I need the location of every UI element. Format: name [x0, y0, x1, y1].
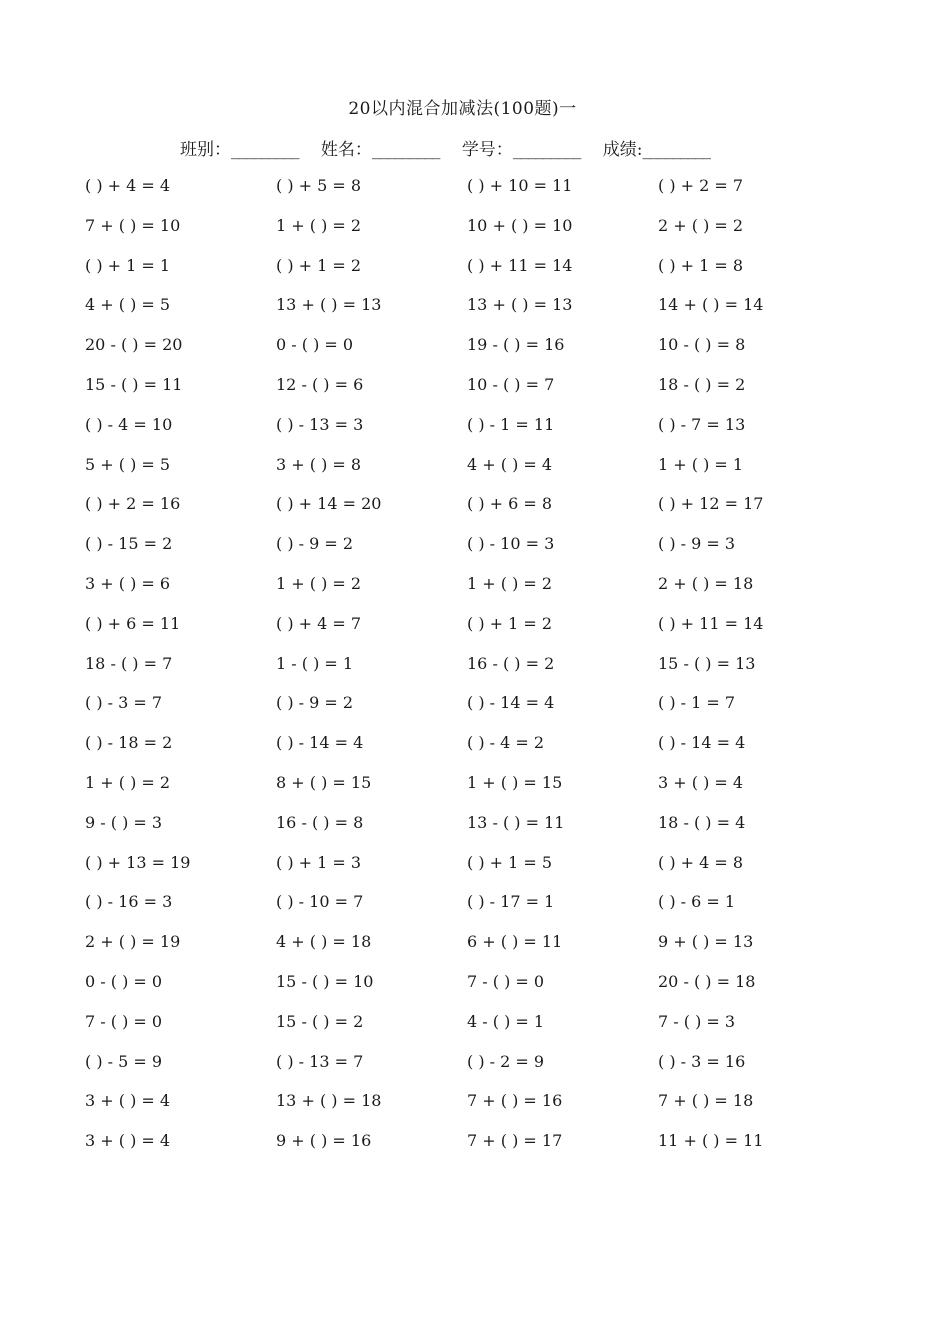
math-problem: 7 - ( ) = 3: [658, 1011, 736, 1031]
math-problem: ( ) - 17 = 1: [467, 892, 555, 912]
math-problem: 4 + ( ) = 5: [85, 295, 171, 315]
math-problem: ( ) + 10 = 11: [467, 176, 573, 195]
math-problem: ( ) + 12 = 17: [658, 494, 764, 514]
math-problem: 3 + ( ) = 4: [658, 772, 744, 792]
math-problem: 13 + ( ) = 13: [276, 295, 382, 315]
math-problem: 2 + ( ) = 2: [658, 215, 744, 235]
math-problem: ( ) + 2 = 7: [658, 176, 744, 195]
math-problem: ( ) - 14 = 4: [276, 733, 364, 753]
name-field: [321, 140, 440, 160]
math-problem: 3 + ( ) = 4: [85, 1091, 171, 1111]
math-problem: 7 - ( ) = 0: [467, 971, 545, 991]
math-problem: ( ) - 4 = 2: [467, 733, 545, 753]
math-problem: 5 + ( ) = 5: [85, 454, 171, 474]
math-problem: 4 - ( ) = 1: [467, 1011, 545, 1031]
math-problem: 2 + ( ) = 18: [658, 573, 754, 593]
math-problem: ( ) - 18 = 2: [85, 733, 173, 753]
math-problem: ( ) - 14 = 4: [658, 733, 746, 753]
math-problem: ( ) + 1 = 3: [276, 852, 362, 872]
student-id-label: 学号：: [461, 140, 513, 160]
math-problem: 18 - ( ) = 4: [658, 812, 746, 832]
math-problem: 3 + ( ) = 6: [85, 573, 171, 593]
math-problem: ( ) - 1 = 11: [467, 414, 555, 434]
math-problem: 15 - ( ) = 11: [85, 374, 183, 394]
math-problem: ( ) + 13 = 19: [85, 852, 191, 872]
math-problem: 10 + ( ) = 10: [467, 215, 573, 235]
class-field: [180, 140, 299, 160]
math-problem: 16 - ( ) = 2: [467, 653, 555, 673]
math-problem: 0 - ( ) = 0: [276, 335, 354, 355]
math-problem: 10 - ( ) = 7: [467, 374, 555, 394]
math-problem: ( ) + 6 = 11: [85, 613, 181, 633]
math-problem: ( ) + 1 = 5: [467, 852, 553, 872]
math-problem: 1 + ( ) = 2: [85, 772, 171, 792]
math-problem: 18 - ( ) = 2: [658, 374, 746, 394]
math-problem: 1 - ( ) = 1: [276, 653, 354, 673]
math-problem: 12 - ( ) = 6: [276, 374, 364, 394]
math-problem: ( ) - 2 = 9: [467, 1051, 545, 1071]
student-info-row: [180, 135, 727, 160]
math-problem: ( ) + 4 = 4: [85, 176, 171, 195]
math-problem: ( ) - 3 = 16: [658, 1051, 746, 1071]
score-label: 成绩:: [602, 140, 643, 160]
math-problem: ( ) + 14 = 20: [276, 494, 382, 514]
math-problem: 7 + ( ) = 10: [85, 215, 181, 235]
math-problem: 7 - ( ) = 0: [85, 1011, 163, 1031]
math-problem: 13 - ( ) = 11: [467, 812, 565, 832]
name-label: 姓名：: [320, 140, 372, 160]
math-problem: ( ) - 1 = 7: [658, 693, 736, 713]
name-blank[interactable]: _________: [371, 140, 440, 160]
math-problem: ( ) - 3 = 7: [85, 693, 163, 713]
math-problem: 6 + ( ) = 11: [467, 932, 563, 952]
math-problem: 7 + ( ) = 17: [467, 1131, 563, 1151]
math-problem: 13 + ( ) = 18: [276, 1091, 382, 1111]
math-problem: 4 + ( ) = 4: [467, 454, 553, 474]
math-problem: ( ) + 11 = 14: [467, 255, 573, 275]
math-problem: 9 + ( ) = 13: [658, 932, 754, 952]
worksheet-title: 20以内混合加减法(100题)一: [348, 99, 577, 119]
math-problem: ( ) + 4 = 7: [276, 613, 362, 633]
math-problem: 16 - ( ) = 8: [276, 812, 364, 832]
math-problem: 9 - ( ) = 3: [85, 812, 163, 832]
math-problem: ( ) + 5 = 8: [276, 176, 362, 195]
math-problem: 10 - ( ) = 8: [658, 335, 746, 355]
math-problem: ( ) - 15 = 2: [85, 534, 173, 554]
math-problem: ( ) + 1 = 1: [85, 255, 171, 275]
math-problem: 20 - ( ) = 18: [658, 971, 756, 991]
math-problem: ( ) - 14 = 4: [467, 693, 555, 713]
math-problem: ( ) - 4 = 10: [85, 414, 173, 434]
math-problem: 15 - ( ) = 13: [658, 653, 756, 673]
math-problem: ( ) - 13 = 3: [276, 414, 364, 434]
score-field: [603, 140, 710, 160]
math-problem: ( ) - 5 = 9: [85, 1051, 163, 1071]
math-problem: 1 + ( ) = 2: [467, 573, 553, 593]
math-problem: 3 + ( ) = 4: [85, 1131, 171, 1151]
math-problem: 14 + ( ) = 14: [658, 295, 764, 315]
math-problem: 2 + ( ) = 19: [85, 932, 181, 952]
math-problem: 15 - ( ) = 2: [276, 1011, 364, 1031]
math-problem: 18 - ( ) = 7: [85, 653, 173, 673]
math-problem: 15 - ( ) = 10: [276, 971, 374, 991]
math-problem: ( ) + 11 = 14: [658, 613, 764, 633]
math-problem: 1 + ( ) = 15: [467, 772, 563, 792]
math-problem: 11 + ( ) = 11: [658, 1131, 764, 1151]
math-problem: 7 + ( ) = 18: [658, 1091, 754, 1111]
problem-grid: [85, 173, 865, 1168]
math-problem: 0 - ( ) = 0: [85, 971, 163, 991]
math-problem: ( ) - 6 = 1: [658, 892, 736, 912]
math-problem: 4 + ( ) = 18: [276, 932, 372, 952]
student-id-field: [462, 140, 581, 160]
math-problem: 20 - ( ) = 20: [85, 335, 183, 355]
math-problem: 9 + ( ) = 16: [276, 1131, 372, 1151]
math-problem: 13 + ( ) = 13: [467, 295, 573, 315]
math-problem: ( ) - 9 = 2: [276, 534, 354, 554]
math-problem: ( ) - 9 = 3: [658, 534, 736, 554]
math-problem: ( ) - 13 = 7: [276, 1051, 364, 1071]
score-blank[interactable]: _________: [642, 140, 710, 160]
math-problem: 1 + ( ) = 2: [276, 573, 362, 593]
math-problem: ( ) + 2 = 16: [85, 494, 181, 514]
math-problem: ( ) - 10 = 7: [276, 892, 364, 912]
math-problem: 1 + ( ) = 1: [658, 454, 744, 474]
math-problem: ( ) + 6 = 8: [467, 494, 553, 514]
math-problem: ( ) + 1 = 2: [276, 255, 362, 275]
math-problem: ( ) + 1 = 2: [467, 613, 553, 633]
math-problem: ( ) + 4 = 8: [658, 852, 744, 872]
math-problem: 1 + ( ) = 2: [276, 215, 362, 235]
math-problem: 3 + ( ) = 8: [276, 454, 362, 474]
math-problem: 8 + ( ) = 15: [276, 772, 372, 792]
math-problem: ( ) - 7 = 13: [658, 414, 746, 434]
math-problem: ( ) - 9 = 2: [276, 693, 354, 713]
student-id-blank[interactable]: _________: [512, 140, 581, 160]
math-problem: 19 - ( ) = 16: [467, 335, 565, 355]
math-problem: ( ) + 1 = 8: [658, 255, 744, 275]
class-blank[interactable]: _________: [231, 140, 299, 160]
math-problem: ( ) - 16 = 3: [85, 892, 173, 912]
math-problem: 7 + ( ) = 16: [467, 1091, 563, 1111]
math-problem: ( ) - 10 = 3: [467, 534, 555, 554]
class-label: 班别：: [180, 140, 231, 160]
